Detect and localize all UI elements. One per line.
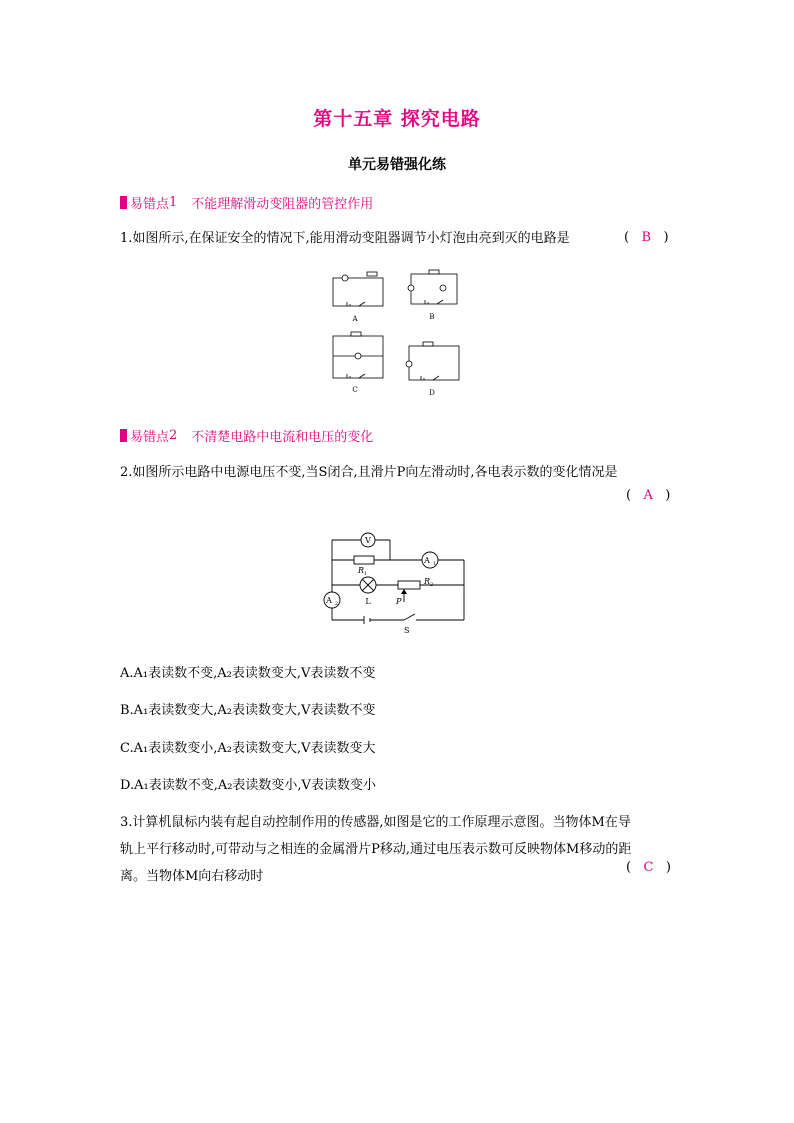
section-label: 易错点 (130, 197, 170, 212)
section-label: 易错点 (130, 430, 170, 445)
ammeter-a1-subscript: 1 (433, 561, 437, 567)
section-subtitle: 单元易错强化练 (348, 157, 446, 173)
question-2 (120, 459, 676, 486)
chapter-title: 第十五章 探究电路 (313, 108, 481, 130)
section-marker (120, 429, 127, 442)
resistor-r2-subscript: 2 (430, 582, 434, 588)
answer-bracket-1: ( B ) (624, 230, 669, 245)
figure-label-d: D (429, 389, 435, 397)
answer: C (643, 860, 654, 875)
ammeter-a2-label: A (326, 596, 332, 605)
error-point-header-2 (120, 426, 373, 445)
section-number: 2 (169, 428, 178, 443)
option-b: B.A₁表读数变大,A₂表读数变大,V表读数不变 (120, 703, 376, 718)
ammeter-a2-subscript: 2 (335, 601, 339, 607)
question-3 (120, 809, 676, 890)
lamp-label: L (365, 597, 371, 606)
voltmeter-label: V (365, 536, 371, 545)
figure-label-b: B (429, 313, 435, 321)
option-a: A.A₁表读数不变,A₂表读数变大,V表读数不变 (120, 666, 376, 681)
resistor-r1-label: R (358, 566, 365, 575)
ammeter-a1-label: A (424, 556, 430, 565)
question-line: 3.计算机鼠标内装有起自动控制作用的传感器,如图是它的工作原理示意图。当物体M在导 (120, 815, 631, 830)
question-line: 离。当物体M向右移动时 (120, 869, 264, 884)
error-point-header-1 (120, 193, 373, 212)
section-title: 不清楚电路中电流和电压的变化 (191, 430, 374, 445)
section-number: 1 (169, 195, 178, 210)
option-d: D.A₁表读数不变,A₂表读数变小,V表读数变小 (120, 778, 376, 793)
question-text: 1.如图所示,在保证安全的情况下,能用滑动变阻器调节小灯泡由亮到灭的电路是 (120, 231, 570, 246)
question-1 (120, 225, 676, 252)
question-text: 2.如图所示电路中电源电压不变,当S闭合,且滑片P向左滑动时,各电表示数的变化情况是 (120, 465, 618, 480)
question-line: 轨上平行移动时,可带动与之相连的金属滑片P移动,通过电压表示数可反映物体M移动的距 (120, 842, 632, 857)
answer-bracket-2: ( A ) (626, 488, 671, 503)
answer-bracket-3: ( C ) (626, 860, 671, 875)
section-title: 不能理解滑动变阻器的管控作用 (191, 197, 374, 212)
slider-label: P (396, 597, 402, 606)
resistor-r2-label: R (424, 577, 431, 586)
figure-label-c: C (352, 386, 358, 394)
resistor-r1-subscript: 1 (364, 571, 368, 577)
figure-label-a: A (352, 315, 358, 323)
option-c: C.A₁表读数变小,A₂表读数变大,V表读数变大 (120, 741, 376, 756)
answer: B (641, 230, 652, 245)
section-marker (120, 196, 127, 209)
figure-q1-circuits (325, 268, 465, 403)
figure-q2-circuit (318, 518, 478, 638)
switch-label: S (404, 626, 410, 635)
answer: A (643, 488, 653, 503)
